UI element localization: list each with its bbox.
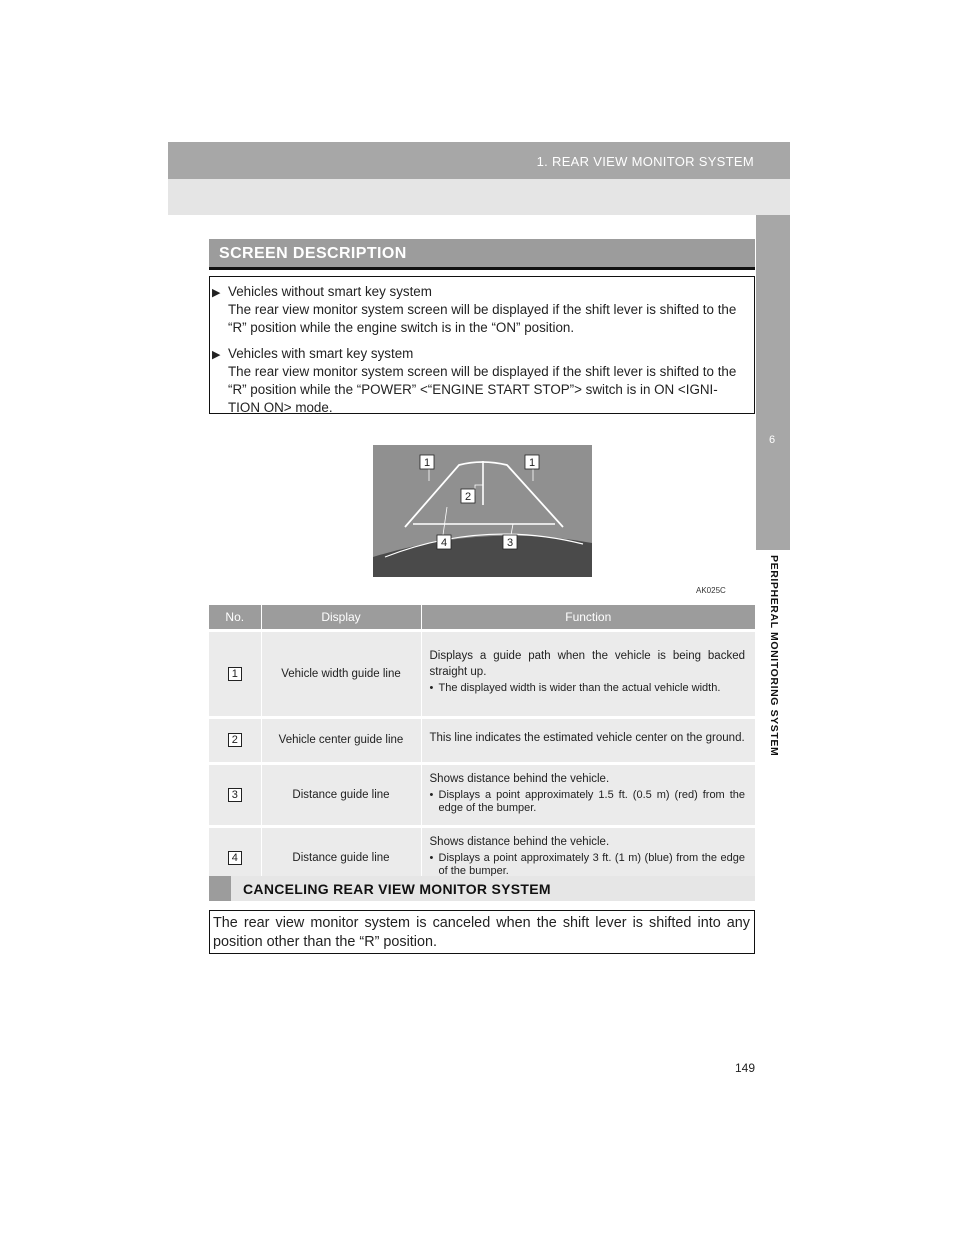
row-display: Distance guide line: [261, 763, 421, 826]
description-box: [209, 276, 755, 414]
svg-text:3: 3: [506, 537, 514, 549]
svg-text:1: 1: [423, 457, 431, 469]
page-number: 149: [735, 1061, 756, 1075]
function-table: [209, 605, 755, 888]
bullet-line: “R” position while the “POWER” <“ENGINE START STOP”> switch is in ON <IGNI-: [228, 382, 718, 397]
row-number: 2: [228, 733, 242, 747]
chapter-header: [168, 142, 790, 179]
bullet-line: The rear view monitor system screen will be displayed if the shift lever is shifted to the: [228, 302, 737, 317]
callout-4: [437, 535, 451, 549]
bullet-heading: Vehicles without smart key system: [228, 284, 432, 299]
table-row: [209, 717, 755, 763]
row-display: Vehicle center guide line: [261, 717, 421, 763]
svg-text:4: 4: [440, 537, 448, 549]
rear-view-monitor-diagram: [373, 445, 592, 577]
column-header-function: Function: [421, 605, 755, 630]
side-tab-number: 6: [769, 434, 776, 446]
column-header-display: Display: [261, 605, 421, 630]
bullet-heading: Vehicles with smart key system: [228, 346, 414, 361]
side-tab-label-wrap: [766, 555, 782, 785]
row-function: [421, 763, 755, 826]
function-note-text: Displays a point approximately 3 ft. (1 m) (blue) from the edge of the bumper.: [438, 851, 745, 877]
function-note-text: The displayed width is wider than the actual vehicle width.: [438, 682, 721, 694]
section-title-bar: [209, 239, 755, 270]
row-number: 3: [228, 788, 242, 802]
bullet-dot-icon: •: [429, 682, 434, 694]
triangle-bullet-icon: ▶: [212, 349, 221, 361]
bullet-text: [228, 283, 750, 337]
svg-text:1: 1: [528, 457, 536, 469]
function-note: [430, 852, 746, 878]
column-header-no: No.: [209, 605, 261, 630]
table-row: [209, 630, 755, 717]
function-note: [430, 789, 746, 815]
bullet-line: The rear view monitor system screen will be displayed if the shift lever is shifted to the: [228, 364, 737, 379]
bullet-item: [212, 345, 750, 417]
callout-1-left: [420, 455, 434, 469]
side-tab-label: PERIPHERAL MONITORING SYSTEM: [768, 555, 780, 757]
triangle-bullet-icon: ▶: [212, 287, 221, 299]
function-text: Shows distance behind the vehicle.: [429, 835, 610, 848]
function-text: This line indicates the estimated vehicle center on the ground.: [429, 732, 745, 744]
subsection-marker: [209, 876, 231, 901]
bullet-line: “R” position while the engine switch is in the “ON” position.: [228, 320, 575, 335]
callout-3: [503, 535, 517, 549]
row-number: 4: [228, 851, 242, 865]
row-display: Vehicle width guide line: [261, 630, 421, 717]
bullet-text: [228, 345, 750, 417]
row-number-cell: [209, 630, 261, 717]
table-header-row: [209, 605, 755, 630]
subsection-title: CANCELING REAR VIEW MONITOR SYSTEM: [243, 881, 551, 897]
function-note: [430, 682, 746, 695]
function-text: Shows distance behind the vehicle.: [429, 772, 610, 785]
bullet-dot-icon: •: [429, 788, 434, 801]
figure-code: AK025C: [696, 586, 726, 595]
svg-text:2: 2: [464, 491, 472, 503]
bullet-item: [212, 283, 750, 337]
table-row: [209, 763, 755, 826]
canceling-text: The rear view monitor system is canceled when the shift lever is shifted into any position other than the “R” position.: [213, 915, 750, 950]
row-number: 1: [228, 667, 242, 681]
callout-2: [461, 489, 475, 503]
chapter-title: 1. REAR VIEW MONITOR SYSTEM: [536, 154, 754, 169]
section-title: SCREEN DESCRIPTION: [219, 245, 407, 262]
row-function: [421, 717, 755, 763]
row-display: Distance guide line: [261, 826, 421, 888]
function-note-text: Displays a point approximately 1.5 ft. (0.5 m) (red) from the edge of the bumper.: [438, 788, 745, 814]
callout-1-right: [525, 455, 539, 469]
side-tab: [756, 215, 790, 550]
row-function: [421, 630, 755, 717]
row-number-cell: [209, 763, 261, 826]
bullet-dot-icon: •: [429, 851, 434, 864]
header-subband: [168, 179, 790, 215]
function-text: Displays a guide path when the vehicle is being backed straight up.: [429, 650, 745, 678]
canceling-text-box: [209, 910, 755, 954]
bullet-line: TION ON> mode.: [228, 400, 333, 415]
row-number-cell: [209, 717, 261, 763]
subsection-title-bar: [209, 876, 755, 901]
